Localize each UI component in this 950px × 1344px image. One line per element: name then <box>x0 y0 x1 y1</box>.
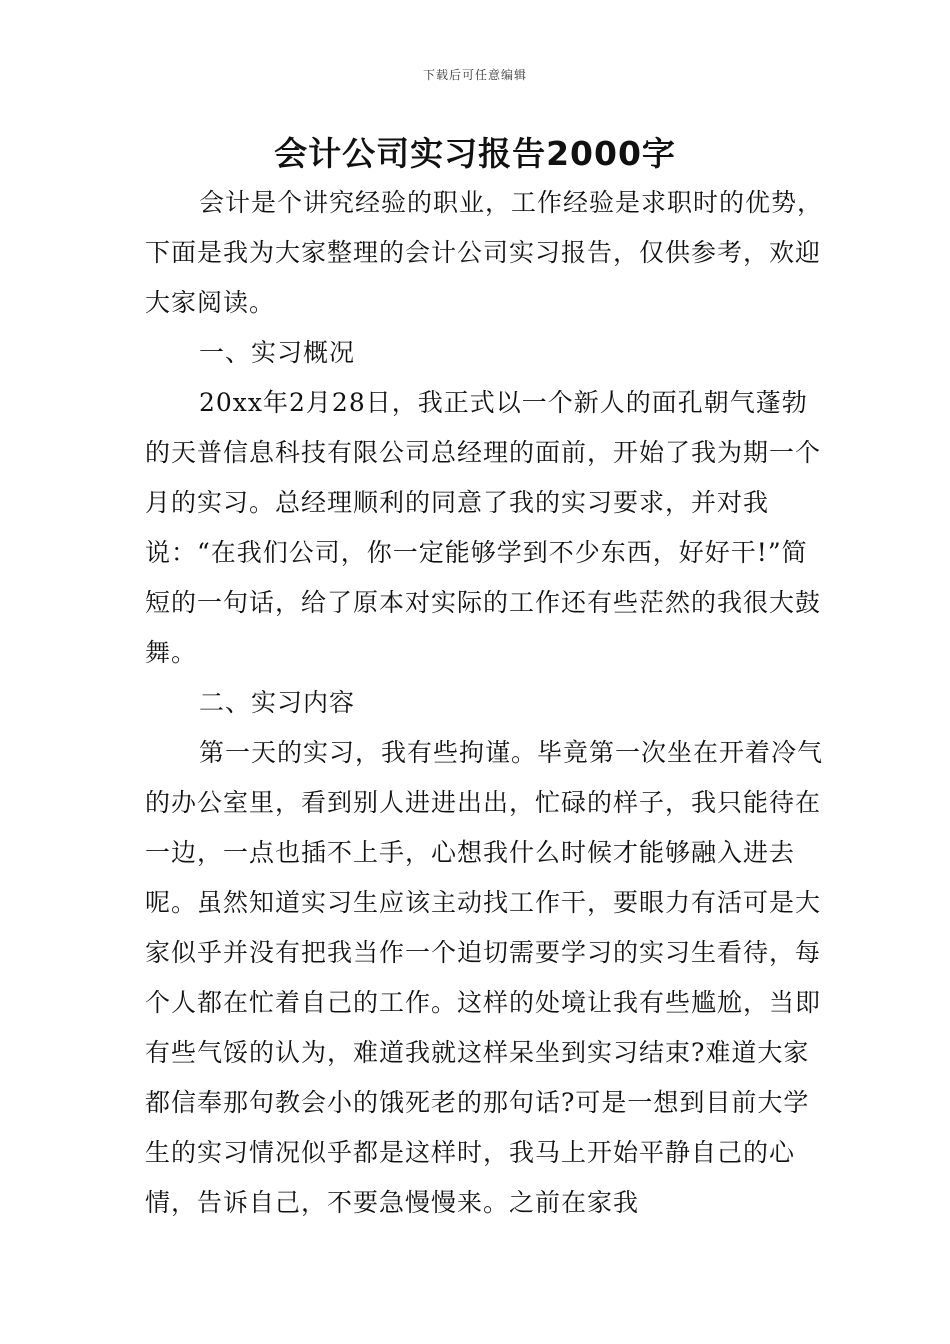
document-body <box>145 178 825 1228</box>
header-note: 下载后可任意编辑 <box>422 68 527 82</box>
content-paragraph: 第一天的实习，我有些拘谨。毕竟第一次坐在开着冷气的办公室里，看到别人进进出出，忙碌的样子，我只能待在一边，一点也插不上手，心想我什么时候才能够融入进去呢。虽然知道实习生应该主动找工作干，要眼力有活可是大家似乎并没有把我当作一个迫切需要学习的实习生看待，每个人都在忙着自己的工作。这样的处境让我有些尴尬，当即有些气馁的认为，难道我就这样呆坐到实习结束?难道大家都信奉那句教会小的饿死老的那句话?可是一想到目前大学生的实习情况似乎都是这样时，我马上开始平静自己的心情，告诉自己，不要急慢慢来。之前在家我 <box>145 738 824 1217</box>
document-title: 会计公司实习报告2000字 <box>274 134 676 173</box>
section-heading-overview: 一、实习概况 <box>199 338 356 367</box>
section-heading-content: 二、实习内容 <box>199 688 356 717</box>
overview-paragraph: 20xx年2月28日，我正式以一个新人的面孔朝气蓬勃的天普信息科技有限公司总经理的面前，开始了我为期一个月的实习。总经理顺利的同意了我的实习要求，并对我说：“在我们公司，你一定能够学到不少东西，好好干!”简短的一句话，给了原本对实际的工作还有些茫然的我很大鼓舞。 <box>145 388 822 667</box>
intro-paragraph: 会计是个讲究经验的职业，工作经验是求职时的优势，下面是我为大家整理的会计公司实习报告，仅供参考，欢迎大家阅读。 <box>145 188 824 317</box>
